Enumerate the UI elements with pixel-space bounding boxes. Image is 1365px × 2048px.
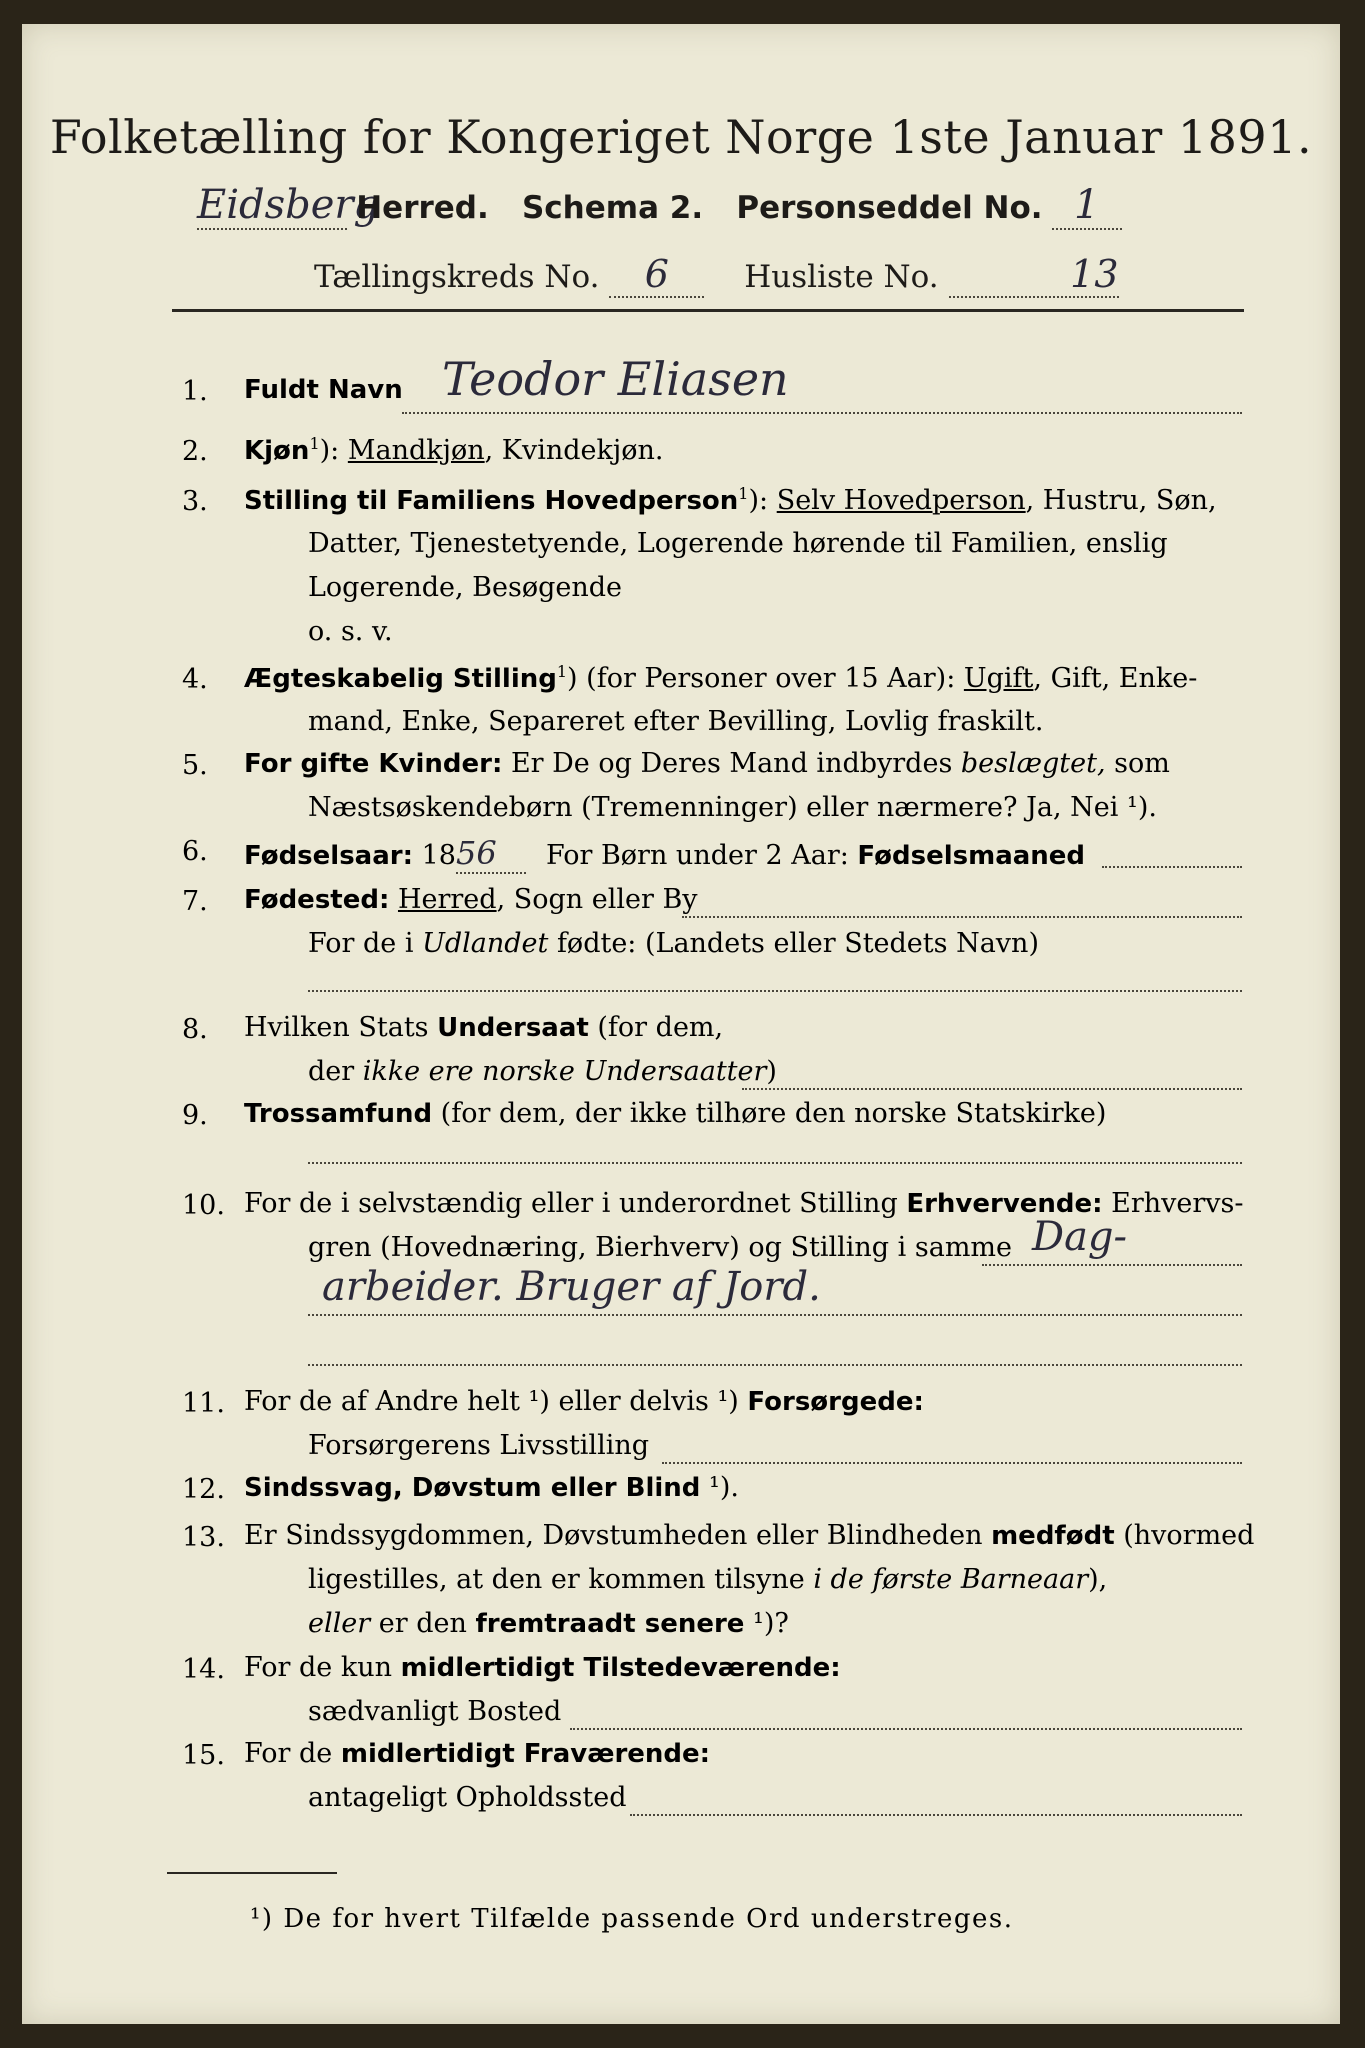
q13-line2: ligestilles, at den er kommen tilsyne i de første Barneaar), <box>308 1564 1108 1595</box>
q4-line2: mand, Enke, Separeret efter Bevilling, Lovlig fraskilt. <box>308 706 1044 737</box>
kreds-value: 6 <box>609 252 704 298</box>
q3-line4: o. s. v. <box>308 616 393 647</box>
q14-line2: sædvanligt Bosted <box>308 1696 562 1727</box>
q15-number: 15. <box>182 1740 225 1771</box>
q6-text: Fødselsaar: 1856 For Børn under 2 Aar: Fødselsmaaned <box>244 834 1086 872</box>
q7-text: Fødested: Herred, Sogn eller By <box>244 884 698 915</box>
q8-text: Hvilken Stats Undersaat (for dem, <box>244 1012 724 1043</box>
q4-text: Ægteskabelig Stilling$^1$) (for Personer over 15 Aar): Ugift, Gift, Enke- <box>244 662 1198 694</box>
q10-text: For de i selvstændig eller i underordnet Stilling Erhvervende: Erhvervs- <box>244 1188 1244 1219</box>
personseddel-label: Personseddel No. <box>736 190 1043 226</box>
kreds-label: Tællingskreds No. <box>314 259 600 295</box>
herred-label: Herred. <box>356 190 489 226</box>
q9-text: Trossamfund (for dem, der ikke tilhøre den norske Statskirke) <box>244 1098 1107 1129</box>
herred-row <box>197 182 1122 230</box>
q15-text: For de midlertidigt Fraværende: <box>244 1738 711 1769</box>
q9-dotline <box>308 1162 1242 1164</box>
q13-number: 13. <box>182 1522 225 1553</box>
q10-number: 10. <box>182 1190 225 1221</box>
q10-value2: arbeider. Bruger af Jord. <box>322 1264 821 1310</box>
q14-text: For de kun midlertidigt Tilstedeværende: <box>244 1652 841 1683</box>
q11-text: For de af Andre helt ¹) eller delvis ¹) Forsørgede: <box>244 1386 924 1417</box>
q8-dotline <box>742 1088 1242 1090</box>
q12-number: 12. <box>182 1474 225 1505</box>
q6-dotline <box>1102 866 1242 868</box>
q10-line2: gren (Hovednæring, Bierhverv) og Stilling i samme <box>308 1232 1013 1263</box>
q3-line3: Logerende, Besøgende <box>308 572 622 603</box>
husliste-label: Husliste No. <box>744 259 939 295</box>
q3-line2: Datter, Tjenestetyende, Logerende hørende til Familien, enslig <box>308 528 1168 559</box>
personseddel-value: 1 <box>1052 182 1122 230</box>
footnote-rule <box>167 1872 337 1874</box>
q13-line3: eller er den fremtraadt senere ¹)? <box>308 1608 789 1639</box>
q13-text: Er Sindssygdommen, Døvstumheden eller Blindheden medfødt (hvormed <box>244 1520 1255 1551</box>
q7-line2: For de i Udlandet fødte: (Landets eller Stedets Navn) <box>308 928 1039 959</box>
q3-text: Stilling til Familiens Hovedperson$^1$): Selv Hovedperson, Hustru, Søn, <box>244 484 1217 516</box>
kreds-row <box>314 252 1119 298</box>
q7-dotline2 <box>308 990 1242 992</box>
footnote: ¹) De for hvert Tilfælde passende Ord understreges. <box>250 1904 1014 1934</box>
q7-dotline <box>682 916 1242 918</box>
q10-dotline2 <box>308 1314 1242 1316</box>
q15-line2: antageligt Opholdssted <box>308 1782 627 1813</box>
husliste-value: 13 <box>949 252 1119 298</box>
schema-label: Schema 2. <box>521 190 704 226</box>
q5-number: 5. <box>182 750 208 781</box>
form-title: Folketælling for Kongeriget Norge 1ste Januar 1891. <box>49 110 1313 164</box>
q8-number: 8. <box>182 1014 208 1045</box>
q6-number: 6. <box>182 836 208 867</box>
q11-line2: Forsørgerens Livsstilling <box>308 1430 650 1461</box>
q2-number: 2. <box>182 436 208 467</box>
q10-dotline3 <box>308 1364 1242 1366</box>
census-form-page <box>22 24 1340 2024</box>
q1-number: 1. <box>182 376 208 407</box>
herred-value: Eidsberg <box>197 182 380 228</box>
q12-text: Sindssvag, Døvstum eller Blind ¹). <box>244 1472 739 1503</box>
q15-dotline <box>630 1814 1242 1816</box>
q14-dotline <box>570 1728 1242 1730</box>
q2-text: Kjøn$^1$): Mandkjøn, Kvindekjøn. <box>244 434 664 466</box>
q11-dotline <box>662 1462 1242 1464</box>
q11-number: 11. <box>182 1388 225 1419</box>
q3-number: 3. <box>182 486 208 517</box>
q5-text: For gifte Kvinder: Er De og Deres Mand indbyrdes beslægtet, som <box>244 748 1170 779</box>
q5-line2: Næstsøskendebørn (Tremenninger) eller nærmere? Ja, Nei ¹). <box>308 792 1157 823</box>
q1-dotline <box>402 412 1242 414</box>
q10-value1: Dag- <box>1032 1214 1128 1260</box>
header-rule <box>172 309 1244 312</box>
q10-dotline1 <box>982 1264 1242 1266</box>
q8-line2: der ikke ere norske Undersaatter) <box>308 1056 777 1087</box>
q7-number: 7. <box>182 886 208 917</box>
q1-label: Fuldt Navn <box>244 375 403 405</box>
q1-name-value: Teodor Eliasen <box>442 352 789 406</box>
q9-number: 9. <box>182 1100 208 1131</box>
q4-number: 4. <box>182 664 208 695</box>
q14-number: 14. <box>182 1654 225 1685</box>
